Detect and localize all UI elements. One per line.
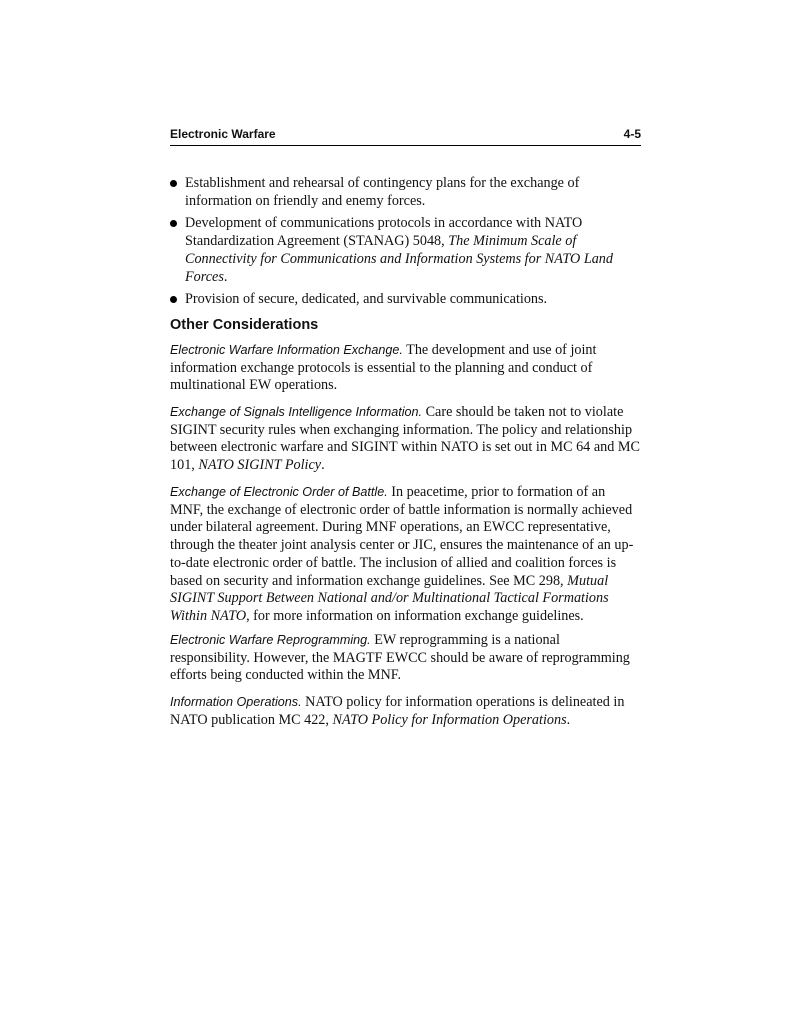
page-number: 4-5 — [623, 127, 641, 141]
bullet-item — [170, 214, 630, 286]
bullet-icon — [170, 220, 177, 227]
paragraph-text: NATO policy for information operations is delineated in NATO publication MC 422, — [170, 694, 625, 728]
running-header — [170, 127, 641, 146]
paragraph-text: In peacetime, prior to formation of an MNF, the exchange of electronic order of battle information is normally achieved under bilateral agreement. During MNF operations, an EWCC representative, through the theater joint analysis center or JIC, ensures the maintenance of an up-to-date electronic order of battle. The inclusion of allied and coalition forces is based on security and information exchange guidelines. See MC 298, — [170, 484, 634, 589]
paragraph-text: The development and use of joint information exchange protocols is essential to the planning and conduct of multinational EW operations. — [170, 342, 597, 394]
bullet-text: Provision of secure, dedicated, and survivable communications. — [185, 291, 548, 307]
paragraph-text: Care should be taken not to violate SIGINT security rules when exchanging information. The policy and relationship between electronic warfare and SIGINT within NATO is set out in MC 64 and MC 101, — [170, 404, 640, 474]
bullet-icon — [170, 180, 177, 187]
publication-title: NATO Policy for Information Operations — [332, 711, 567, 728]
bullet-item — [170, 290, 630, 308]
bullet-item — [170, 174, 630, 210]
paragraph-runin-heading: Exchange of Signals Intelligence Information. — [170, 405, 423, 419]
bullet-list — [170, 174, 630, 312]
publication-title: The Minimum Scale of Connectivity for Communications and Information Systems for NATO Land Forces — [185, 233, 613, 285]
paragraph-information-operations — [170, 694, 640, 729]
header-title: Electronic Warfare — [170, 127, 276, 141]
paragraph-runin-heading: Electronic Warfare Information Exchange. — [170, 343, 403, 357]
publication-title: NATO SIGINT Policy — [198, 457, 322, 474]
paragraph-text: EW reprogramming is a national responsibility. However, the MAGTF EWCC should be aware of reprogramming efforts being conducted within the MNF. — [170, 632, 630, 684]
paragraph-text-end: . — [321, 457, 325, 474]
paragraph-runin-heading: Electronic Warfare Reprogramming. — [170, 633, 371, 647]
paragraph-runin-heading: Information Operations. — [170, 695, 302, 709]
paragraph-ew-reprogramming — [170, 632, 640, 685]
paragraph-text-end: . — [566, 711, 571, 728]
paragraph-sigint-exchange — [170, 404, 640, 475]
bullet-icon — [170, 296, 177, 303]
section-heading: Other Considerations — [170, 317, 319, 333]
bullet-text: Establishment and rehearsal of contingency plans for the exchange of information on friendly and enemy forces. — [185, 175, 580, 209]
paragraph-ew-information-exchange — [170, 342, 640, 395]
paragraph-text-end: , for more information on information exchange guidelines. — [246, 607, 584, 624]
bullet-text: Development of communications protocols in accordance with NATO Standardization Agreement (STANAG) 5048, — [185, 215, 583, 249]
bullet-text-end: . — [223, 269, 228, 285]
paragraph-eob-exchange — [170, 484, 640, 626]
publication-title: Mutual SIGINT Support Between National and/or Multinational Tactical Formations Within NATO — [170, 572, 609, 624]
paragraph-runin-heading: Exchange of Electronic Order of Battle. — [170, 485, 388, 499]
